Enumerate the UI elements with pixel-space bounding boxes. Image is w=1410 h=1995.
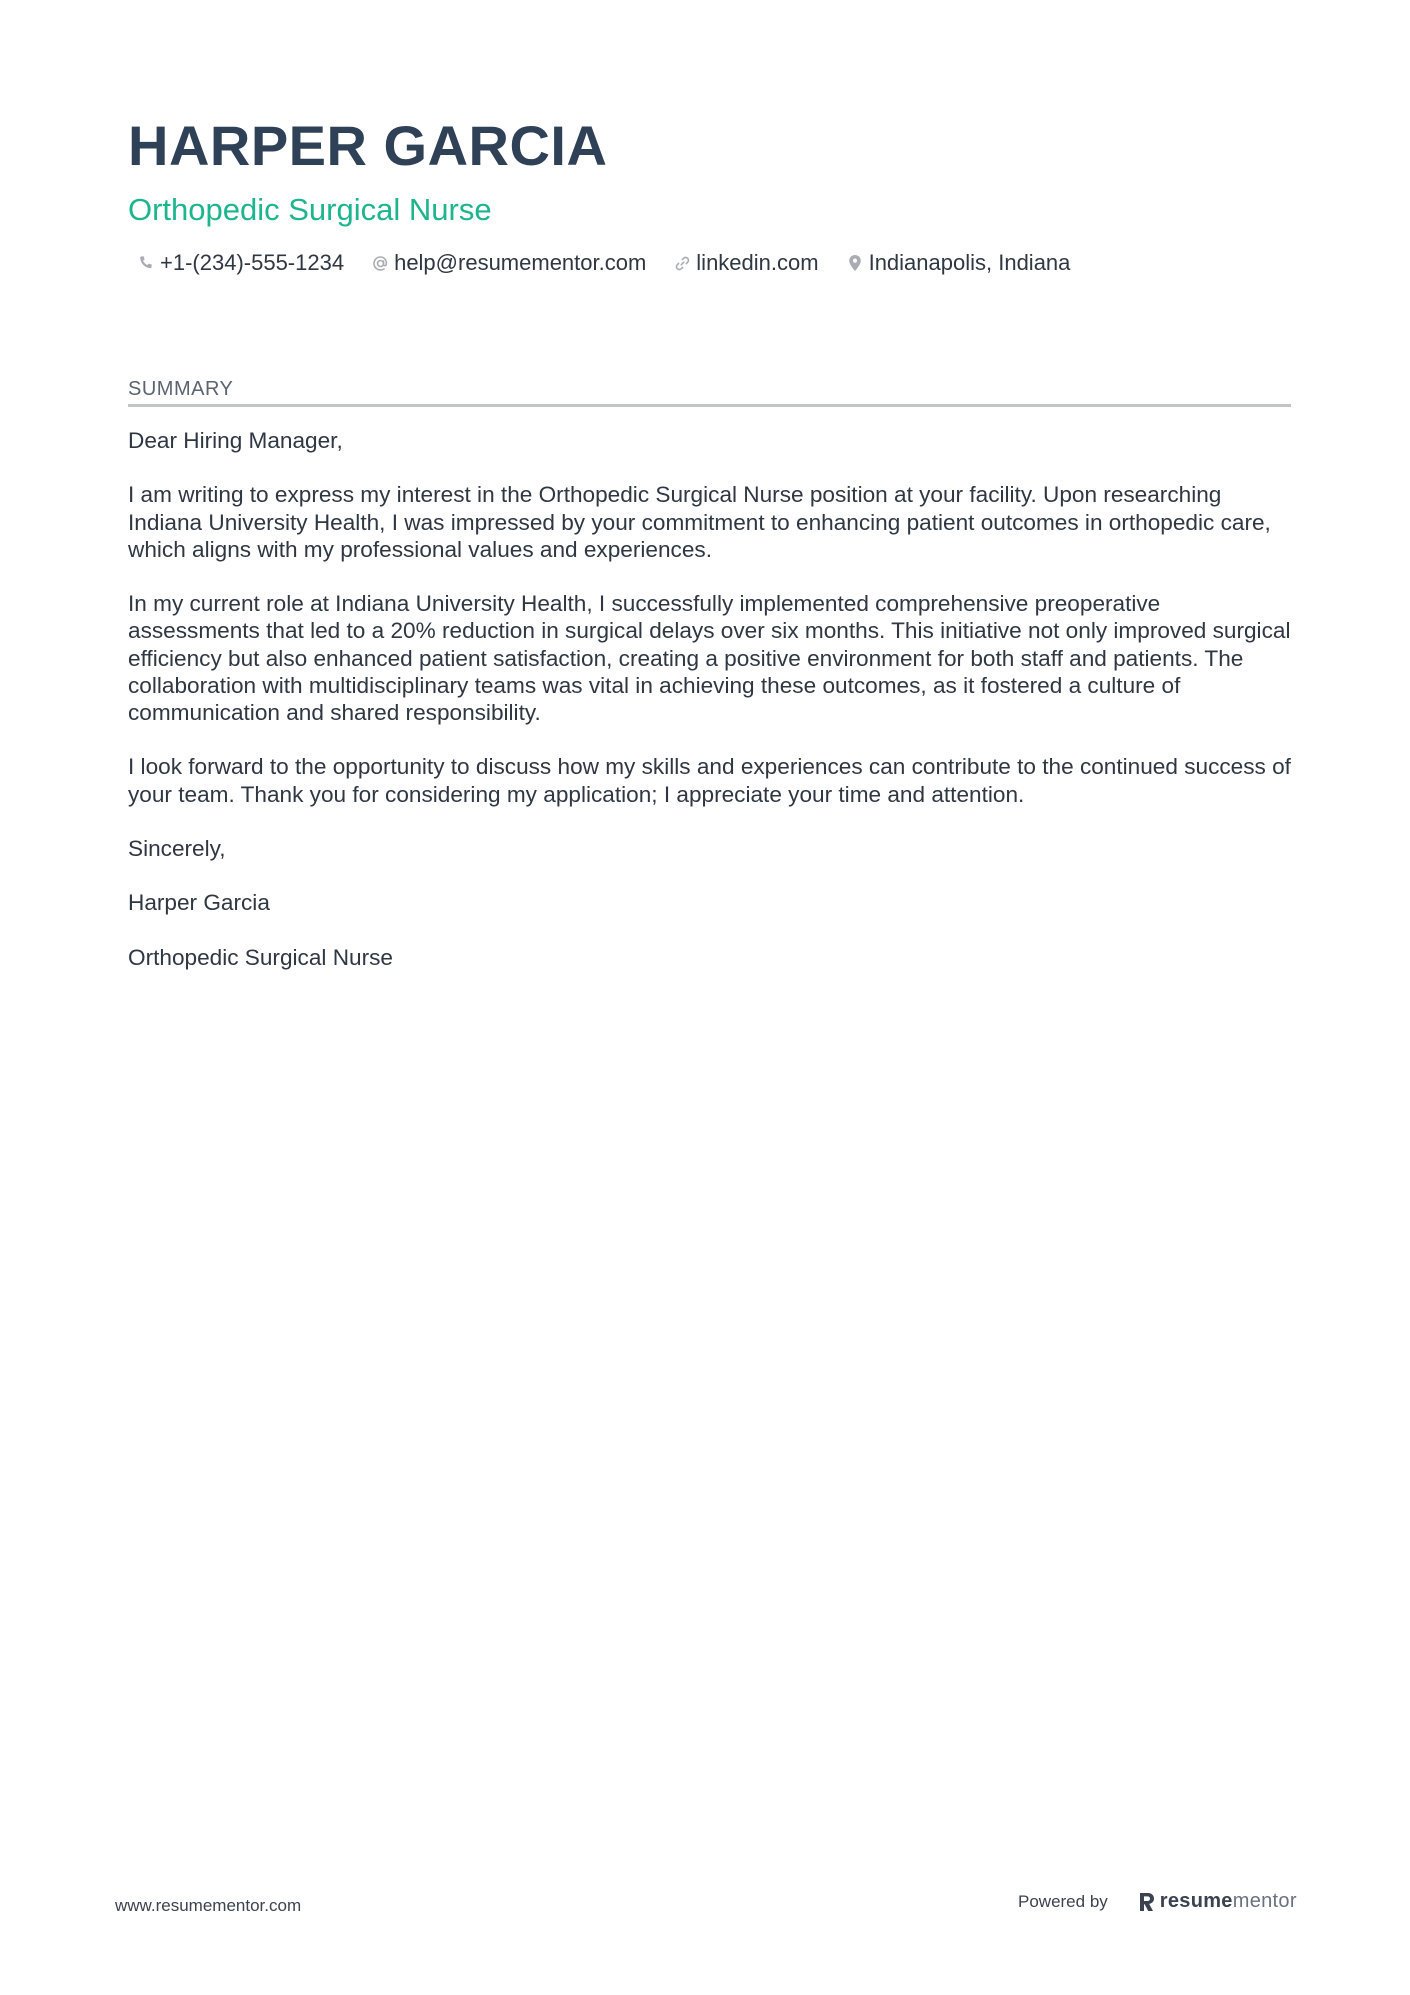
powered-by-label: Powered by bbox=[1018, 1891, 1108, 1911]
brand-bold: resume bbox=[1159, 1890, 1233, 1912]
letter-paragraph-1: I am writing to express my interest in the Orthopedic Surgical Nurse position at your facility. Upon researching Indiana University Health, I was impressed by your commitment to enhancing patient outcomes in orthopedic care, which aligns with my professional values and experiences. bbox=[128, 482, 1271, 562]
contact-phone bbox=[136, 248, 344, 278]
candidate-name: HARPER GARCIA bbox=[128, 114, 608, 177]
brand-light: mentor bbox=[1232, 1890, 1297, 1912]
salutation: Dear Hiring Manager, bbox=[128, 428, 343, 453]
location-text: Indianapolis, Indiana bbox=[868, 250, 1071, 275]
link-icon bbox=[672, 253, 692, 273]
location-pin-icon bbox=[845, 253, 865, 273]
resumementor-wordmark[interactable] bbox=[1160, 1890, 1297, 1913]
summary-heading: SUMMARY bbox=[128, 376, 1291, 407]
signature-title: Orthopedic Surgical Nurse bbox=[128, 944, 393, 970]
contact-location bbox=[845, 248, 1071, 278]
contact-linkedin bbox=[672, 248, 818, 278]
linkedin-text[interactable]: linkedin.com bbox=[696, 250, 819, 275]
contact-email bbox=[370, 248, 646, 278]
resumementor-logo-icon bbox=[1138, 1891, 1156, 1913]
letter-paragraph-3: I look forward to the opportunity to discuss how my skills and experiences can contribute to the continued success of your team. Thank you for considering my application; I appreciate your time and attention. bbox=[128, 754, 1291, 807]
email-text[interactable]: help@resumementor.com bbox=[394, 250, 647, 275]
letter-paragraph-2: In my current role at Indiana University Health, I successfully implemented comprehensive preoperative assessments that led to a 20% reduction in surgical delays over six months. This initiative not only improved surgical efficiency but also enhanced patient satisfaction, creating a positive environment for both staff and patients. The collaboration with multidisciplinary teams was vital in achieving these outcomes, as it fostered a culture of communication and shared responsibility. bbox=[128, 591, 1291, 725]
contact-bar bbox=[128, 248, 1291, 278]
footer-website-link[interactable]: www.resumementor.com bbox=[115, 1896, 302, 1915]
resume-page bbox=[128, 112, 1291, 998]
closing: Sincerely, bbox=[128, 835, 226, 861]
signature-name: Harper Garcia bbox=[128, 890, 270, 916]
cover-letter-body bbox=[128, 427, 1291, 971]
phone-icon bbox=[136, 253, 156, 273]
at-icon bbox=[370, 253, 390, 273]
phone-text[interactable]: +1-(234)-555-1234 bbox=[160, 250, 345, 275]
job-title: Orthopedic Surgical Nurse bbox=[128, 192, 492, 227]
footer-branding bbox=[1018, 1890, 1297, 1913]
